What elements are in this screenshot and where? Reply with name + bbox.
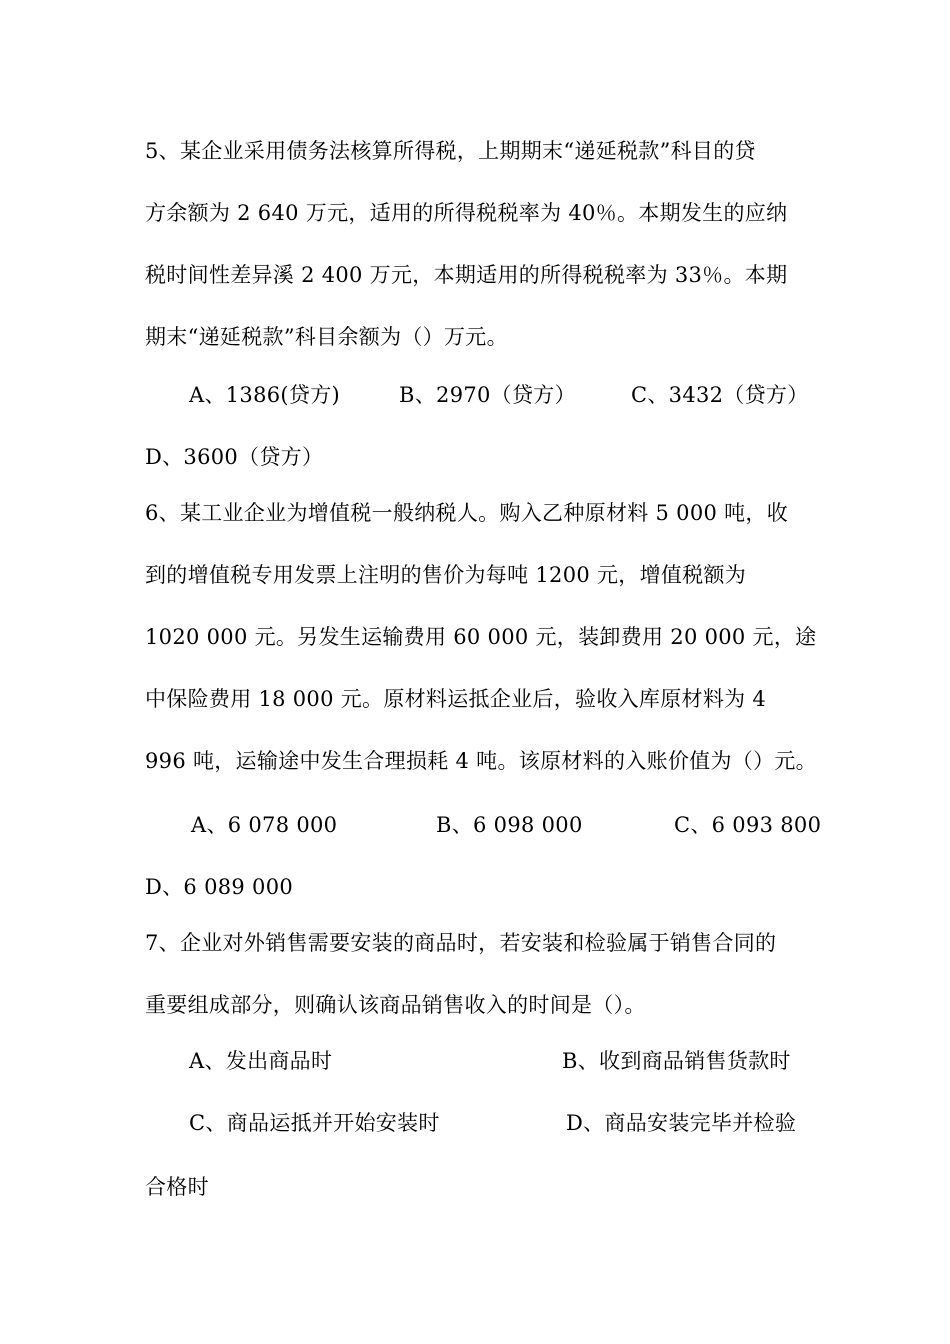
question-7-option-a: A、发出商品时: [189, 1049, 333, 1073]
question-6-line-2: 到的增值税专用发票上注明的售价为每吨 1200 元，增值税额为: [145, 563, 747, 587]
question-5-option-c: C、3432（贷方）: [631, 383, 809, 407]
question-5-option-d: D、3600（贷方）: [145, 445, 324, 469]
question-7-option-c: C、商品运抵并开始安装时: [189, 1111, 440, 1135]
question-5-line-1: 5、某企业采用债务法核算所得税，上期期末“递延税款”科目的贷: [145, 139, 756, 163]
question-5-line-4: 期末“递延税款”科目余额为（）万元。: [145, 325, 508, 349]
question-7-option-d-continuation: 合格时: [145, 1175, 209, 1199]
question-6-line-5: 996 吨，运输途中发生合理损耗 4 吨。该原材料的入账价值为（）元。: [145, 749, 817, 773]
question-6-option-c: C、6 093 800: [674, 813, 822, 837]
question-5-line-2: 方余额为 2 640 万元，适用的所得税税率为 40％。本期发生的应纳: [145, 201, 788, 225]
question-6-option-a: A、6 078 000: [191, 813, 338, 837]
question-5-line-3: 税时间性差异溪 2 400 万元，本期适用的所得税税率为 33％。本期: [145, 263, 788, 287]
question-7-option-b: B、收到商品销售货款时: [562, 1049, 791, 1073]
question-7-option-d: D、商品安装完毕并检验: [566, 1111, 797, 1135]
question-6-line-3: 1020 000 元。另发生运输费用 60 000 元，装卸费用 20 000 元，途: [145, 625, 817, 649]
question-7-line-1: 7、企业对外销售需要安装的商品时，若安装和检验属于销售合同的: [145, 931, 777, 955]
question-6-line-1: 6、某工业企业为增值税一般纳税人。购入乙种原材料 5 000 吨，收: [145, 501, 789, 525]
question-6-option-b: B、6 098 000: [436, 813, 583, 837]
question-6-line-4: 中保险费用 18 000 元。原材料运抵企业后，验收入库原材料为 4: [145, 687, 767, 711]
question-5-option-b: B、2970（贷方）: [399, 383, 576, 407]
question-6-option-d: D、6 089 000: [145, 875, 294, 899]
question-5-option-a: A、1386(贷方): [189, 383, 340, 407]
question-7-line-2: 重要组成部分，则确认该商品销售收入的时间是（）。: [145, 993, 646, 1017]
